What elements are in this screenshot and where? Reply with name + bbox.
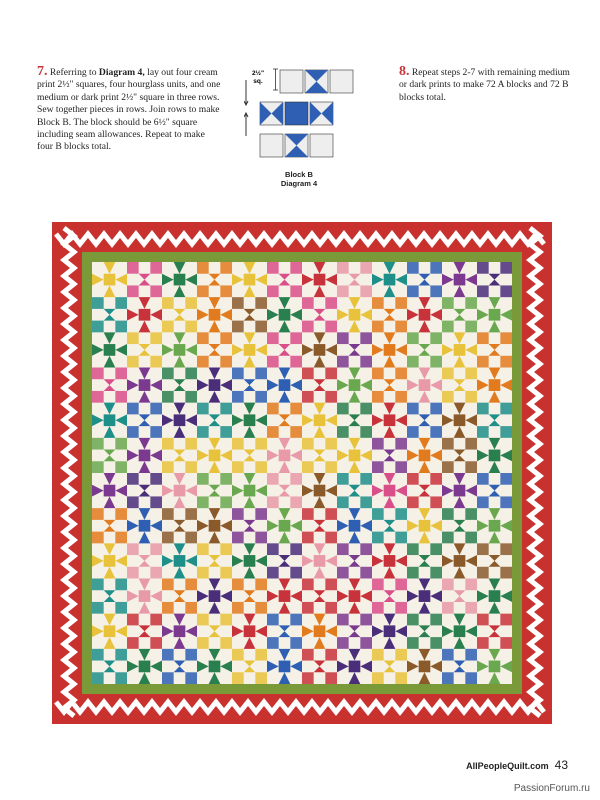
row-arrow-icon [244, 113, 248, 136]
page-footer [466, 758, 568, 772]
step-7-number: 7. [37, 64, 48, 79]
quilt-photo [52, 222, 552, 724]
page-number: 43 [554, 758, 568, 772]
diagram-row-3 [260, 134, 333, 157]
diagram-caption-number: Diagram 4 [280, 179, 318, 188]
watermark: PassionForum.ru [513, 783, 590, 794]
step-7-text-before: Referring to [47, 67, 99, 78]
diagram-caption-block: Block B [285, 170, 313, 179]
dimension-label: 2½" [251, 70, 265, 77]
step-7-instructions [37, 66, 222, 154]
step-8-number: 8. [399, 64, 410, 79]
block-b-diagram [244, 66, 354, 192]
step-7-diagram-ref: Diagram 4, [98, 67, 145, 78]
block-b-diagram-graphic [244, 66, 354, 172]
row-arrow-icon [244, 80, 248, 105]
dimension-unit: sq. [253, 78, 263, 85]
diagram-row-1 [280, 70, 353, 93]
step-8-instructions [399, 66, 571, 104]
step-8-text: Repeat steps 2-7 with remaining medium or dark prints to make 72 A blocks and 72 B blocks total. [399, 67, 570, 103]
diagram-row-2 [260, 102, 333, 125]
step-7-text-after: lay out four cream print 2½" squares, four hourglass units, and one medium or dark print 2½" square in three rows. Sew together pieces in rows. Join rows to make Block B. The block should be 6½" square including seam allowances. Repeat to make four B blocks total. [37, 67, 221, 153]
footer-site: AllPeopleQuilt.com [466, 761, 549, 771]
